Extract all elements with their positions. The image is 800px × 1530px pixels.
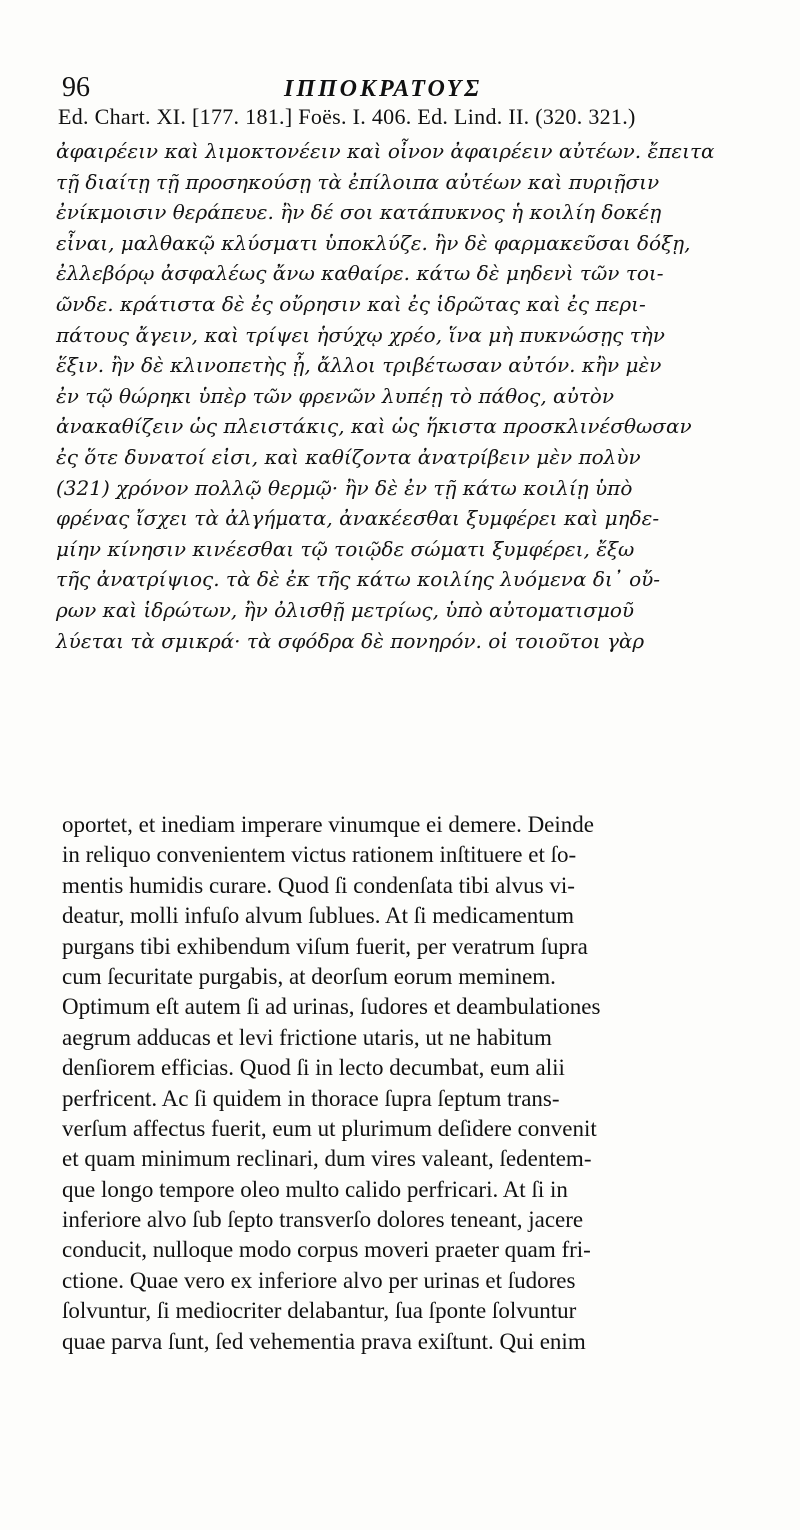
latin-line: denſiorem efficias. Quod ſi in lecto decumbat, eum alii	[62, 1055, 565, 1081]
greek-line: ἀφαιρέειν καὶ λιμοκτονέειν καὶ οἶνον ἀφαιρέειν αὐτέων. ἔπειτα	[56, 139, 715, 163]
latin-line: et quam minimum reclinari, dum vires valeant, ſedentem-	[62, 1146, 592, 1172]
latin-line: quae parva ſunt, ſed vehementia prava exiſtunt. Qui enim	[62, 1328, 586, 1354]
greek-line: (321) χρόνον πολλῷ θερμῷ· ἢν δὲ ἐν τῇ κάτω κοιλίῃ ὑπὸ	[56, 475, 633, 500]
latin-text-block	[62, 810, 787, 1357]
latin-line: aegrum adducas et levi frictione utaris, ut ne habitum	[62, 1024, 552, 1050]
greek-line: πάτους ἄγειν, καὶ τρίψει ἡσύχῳ χρέο, ἵνα μὴ πυκνώσῃς τὴν	[56, 322, 665, 347]
greek-line: τῆς ἀνατρίψιος. τὰ δὲ ἐκ τῆς κάτω κοιλίης λυόμενα δι᾽ οὔ-	[56, 567, 661, 592]
latin-line: perfricent. Ac ſi quidem in thorace ſupra ſeptum trans-	[62, 1085, 560, 1111]
page-number: 96	[62, 72, 90, 103]
latin-line: inferiore alvo ſub ſepto transverſo dolores teneant, jacere	[62, 1207, 584, 1233]
latin-line: ctione. Quae vero ex inferiore alvo per urinas et ſudores	[62, 1267, 576, 1293]
greek-line: ἐλλεβόρῳ ἀσφαλέως ἄνω καθαίρε. κάτω δὲ μηδενὶ τῶν τοι-	[56, 261, 664, 286]
greek-line: τῇ διαίτῃ τῇ προσηκούσῃ τὰ ἐπίλοιπα αὐτέων καὶ πυριῇσιν	[56, 169, 660, 194]
greek-line: λύεται τὰ σμικρά· τὰ σφόδρα δὲ πονηρόν. οἱ τοιοῦτοι γὰρ	[56, 628, 645, 653]
greek-line: ἐνίκμοισιν θεράπευε. ἢν δέ σοι κατάπυκνος ἡ κοιλίη δοκέῃ	[56, 200, 662, 225]
latin-line: oportet, et inediam imperare vinumque ei demere. Deinde	[62, 812, 594, 837]
latin-line: deatur, molli infuſo alvum ſublues. At ſi medicamentum	[62, 903, 575, 929]
greek-line: ρων καὶ ἱδρώτων, ἢν ὀλισθῇ μετρίως, ὑπὸ αὐτοματισμοῦ	[56, 597, 635, 622]
greek-line: ἕξιν. ἢν δὲ κλινοπετὴς ᾖ, ἄλλοι τριβέτωσαν αὐτόν. κἢν μὲν	[56, 353, 662, 378]
latin-line: conducit, nulloque modo corpus moveri praeter quam fri-	[62, 1237, 591, 1263]
greek-text-block	[56, 136, 786, 656]
running-title: ΙΠΠΟΚΡΑΤΟΥΣ	[284, 76, 483, 102]
greek-line: μίην κίνησιν κινέεσθαι τῷ τοιῷδε σώματι ξυμφέρει, ἔξω	[56, 536, 635, 561]
edition-reference: Ed. Chart. XI. [177. 181.] Foës. I. 406. Ed. Lind. II. (320. 321.)	[58, 104, 636, 129]
latin-line: purgans tibi exhibendum viſum fuerit, per veratrum ſupra	[62, 933, 588, 959]
greek-line: φρένας ἴσχει τὰ ἀλγήματα, ἀνακέεσθαι ξυμφέρει καὶ μηδε-	[56, 506, 660, 531]
latin-line: cum ſecuritate purgabis, at deorſum eorum meminem.	[62, 963, 556, 989]
greek-line: ἀνακαθίζειν ὡς πλειστάκις, καὶ ὡς ἥκιστα προσκλινέσθωσαν	[56, 414, 692, 439]
greek-line: ἐν τῷ θώρηκι ὑπὲρ τῶν φρενῶν λυπέῃ τὸ πάθος, αὐτὸν	[56, 383, 614, 408]
latin-line: verſum affectus fuerit, eum ut plurimum deſidere convenit	[62, 1115, 597, 1141]
latin-line: in reliquo convenientem victus rationem inſtituere et ſo-	[62, 842, 577, 868]
latin-line: ſolvuntur, ſi mediocriter delabantur, ſua ſponte ſolvuntur	[62, 1298, 577, 1324]
greek-line: ἐς ὅτε δυνατοί εἰσι, καὶ καθίζοντα ἀνατρίβειν μὲν πολὺν	[56, 444, 641, 469]
greek-line: εἶναι, μαλθακῷ κλύσματι ὑποκλύζε. ἢν δὲ φαρμακεῦσαι δόξῃ,	[56, 230, 691, 255]
page-header	[62, 68, 762, 108]
greek-line: ῶνδε. κράτιστα δὲ ἐς οὔρησιν καὶ ἐς ἱδρῶτας καὶ ἐς περι-	[56, 291, 646, 316]
latin-line: mentis humidis curare. Quod ſi condenſata tibi alvus vi-	[62, 872, 575, 898]
latin-line: que longo tempore oleo multo calido perfricari. At ſi in	[62, 1176, 568, 1202]
latin-line: Optimum eſt autem ſi ad urinas, ſudores et deambulationes	[62, 994, 601, 1020]
